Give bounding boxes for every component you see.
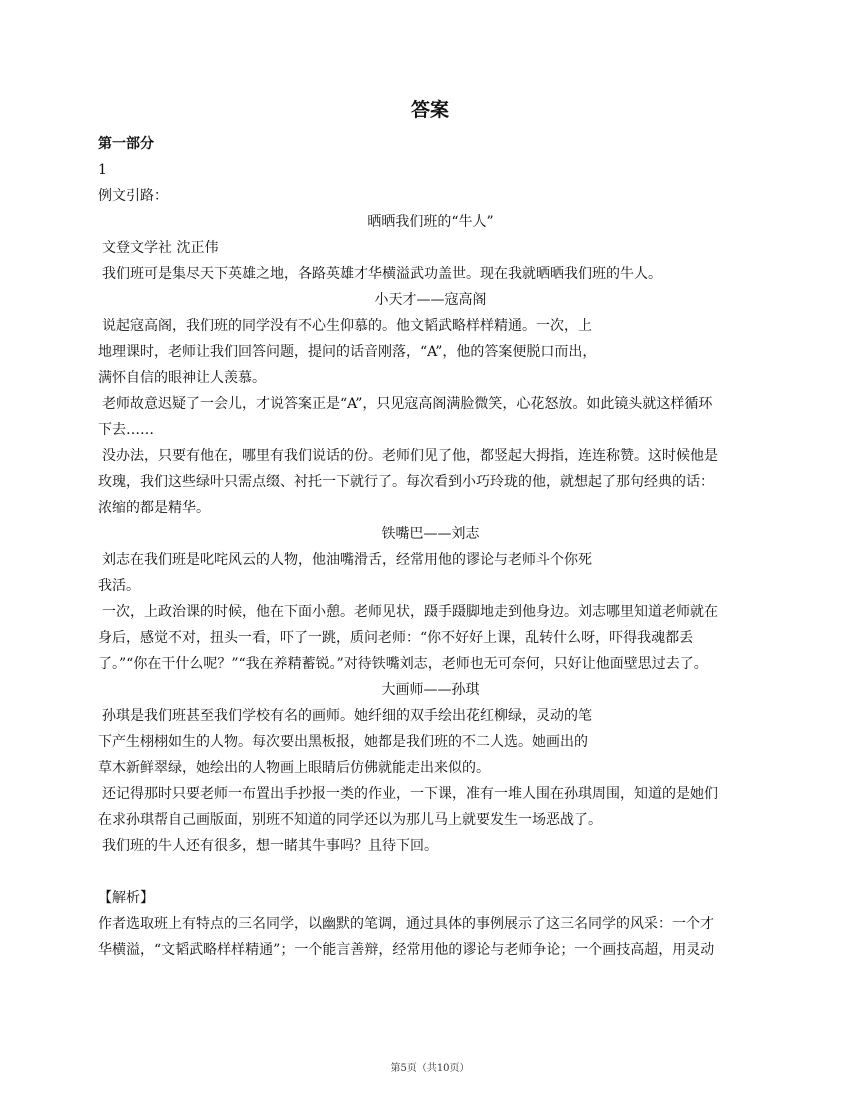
essay-line: 满怀自信的眼神让人羡慕。	[98, 370, 266, 386]
essay-line: 我们班可是集尽天下英雄之地，各路英雄才华横溢武功盖世。现在我就晒晒我们班的牛人。	[102, 266, 662, 282]
essay-line: 草木新鲜翠绿，她绘出的人物画上眼睛后仿佛就能走出来似的。	[98, 760, 490, 776]
answer-content	[98, 131, 763, 963]
essay-line: 身后，感觉不对，扭头一看，吓了一跳，质问老师：“你不好好上课，乱转什么呀，吓得我魂都丢	[98, 630, 694, 646]
essay-line: 我们班的牛人还有很多，想一睹其牛事吗？且待下回。	[102, 838, 438, 854]
analysis-label: 【解析】	[98, 890, 154, 906]
intro-label: 例文引路：	[98, 188, 168, 204]
analysis-line: 作者选取班上有特点的三名同学，以幽默的笔调，通过具体的事例展示了这三名同学的风采：一个才	[98, 916, 714, 932]
essay-line: 还记得那时只要老师一布置出手抄报一类的作业，一下课，准有一堆人围在孙琪周围，知道的是她们	[102, 786, 718, 802]
essay-line: 下去……	[98, 422, 154, 438]
essay-line: 没办法，只要有他在，哪里有我们说话的份。老师们见了他，都竖起大拇指，连连称赞。这时候他是	[102, 448, 718, 464]
essay-line: 孙琪是我们班甚至我们学校有名的画师。她纤细的双手绘出花红柳绿，灵动的笔	[102, 708, 592, 724]
page-footer: 第5页（共10页）	[390, 1063, 470, 1074]
section-heading: 第一部分	[98, 136, 154, 152]
essay-line: 在求孙琪帮自己画版面，别班不知道的同学还以为那儿马上就要发生一场恶战了。	[98, 812, 602, 828]
essay-line: 下产生栩栩如生的人物。每次要出黑板报，她都是我们班的不二人选。她画出的	[98, 734, 588, 750]
essay-line: 地理课时，老师让我们回答问题，提问的话音刚落，“A”，他的答案便脱口而出，	[98, 344, 597, 360]
spacer	[98, 859, 763, 885]
subheading-painter: 大画师——孙琪	[381, 682, 480, 698]
essay-line: 老师故意迟疑了一会儿，才说答案正是“A”，只见寇高阁满脸微笑，心花怒放。如此镜头就这样循环	[102, 396, 713, 412]
analysis-line: 华横溢，“文韬武略样样精通”；一个能言善辩，经常用他的谬论与老师争论；一个画技高超，用灵动	[98, 942, 715, 958]
essay-line: 浓缩的都是精华。	[98, 500, 210, 516]
question-number: 1	[98, 162, 107, 178]
subheading-genius: 小天才——寇高阁	[374, 292, 487, 308]
essay-line: 玫瑰，我们这些绿叶只需点缀、衬托一下就行了。每次看到小巧玲珑的他，就想起了那句经典的话：	[98, 474, 714, 490]
page-title: 答案	[410, 99, 449, 121]
essay-line: 我活。	[98, 578, 140, 594]
essay-line: 刘志在我们班是叱咤风云的人物，他油嘴滑舌，经常用他的谬论与老师斗个你死	[102, 552, 592, 568]
subheading-iron-mouth: 铁嘴巴——刘志	[381, 526, 480, 542]
essay-line: 说起寇高阁，我们班的同学没有不心生仰慕的。他文韬武略样样精通。一次，上	[102, 318, 592, 334]
essay-line: 一次，上政治课的时候，他在下面小憩。老师见状，蹑手蹑脚地走到他身边。刘志哪里知道老师就在	[102, 604, 718, 620]
essay-title: 晒晒我们班的“牛人”	[367, 214, 494, 230]
essay-author: 文登文学社 沈正伟	[102, 240, 219, 256]
essay-line: 了。”“你在干什么呢？”“我在养精蓄锐。”对待铁嘴刘志，老师也无可奈何，只好让他面壁思过去了。	[98, 656, 708, 672]
